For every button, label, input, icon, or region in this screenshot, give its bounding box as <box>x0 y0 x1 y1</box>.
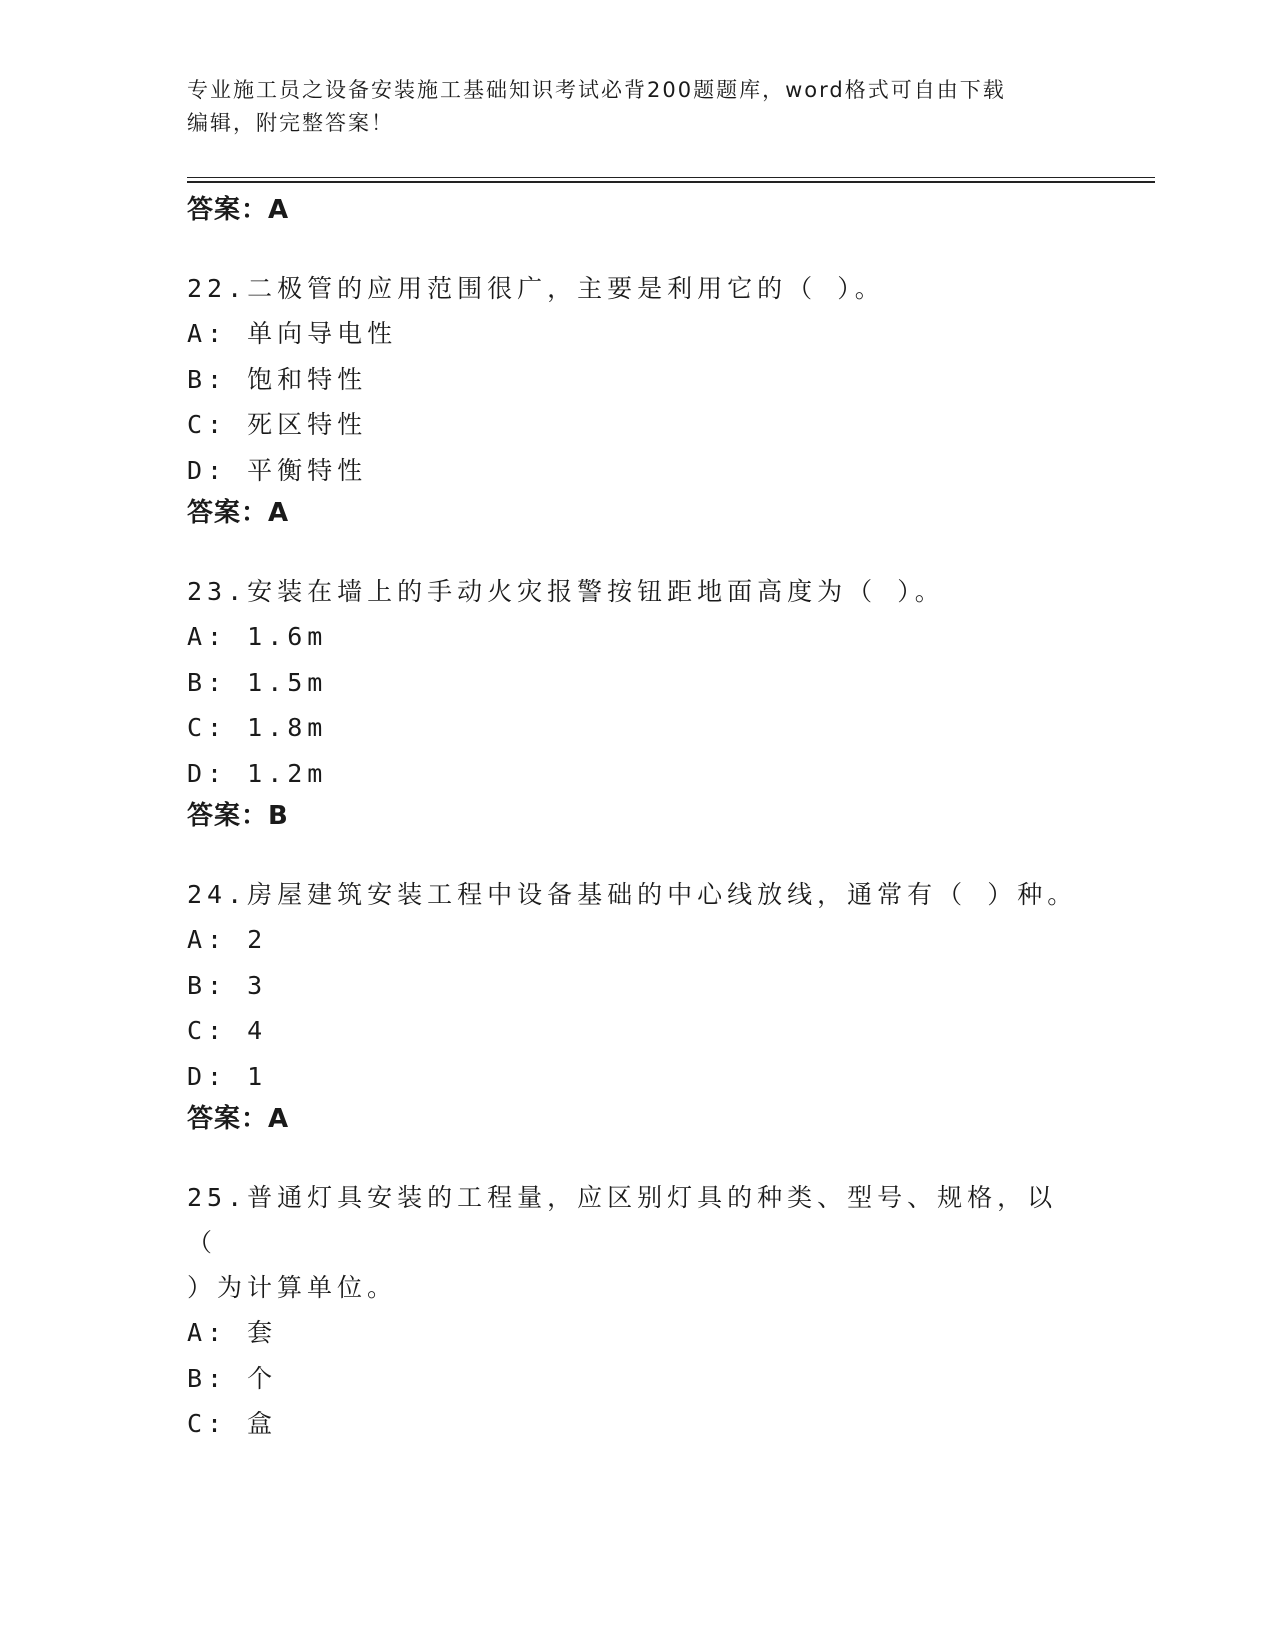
header-line-1: 专业施工员之设备安装施工基础知识考试必背200题题库，word格式可自由下载 <box>187 78 1006 102</box>
question-text-line-1: 25.普通灯具安装的工程量，应区别灯具的种类、型号、规格，以（ <box>187 1183 1058 1257</box>
option-c: C: 4 <box>187 1016 268 1045</box>
page-header <box>187 74 1067 140</box>
question-25 <box>187 1175 1087 1447</box>
question-24 <box>187 872 1087 1139</box>
answer: 答案：A <box>187 1104 290 1134</box>
option-a: A: 2 <box>187 925 268 954</box>
question-list <box>187 190 1087 1447</box>
question-23 <box>187 569 1087 836</box>
option-c: C: 1.8m <box>187 713 328 742</box>
option-b: B: 饱和特性 <box>187 364 368 394</box>
option-b: B: 1.5m <box>187 667 328 697</box>
question-text: 22.二极管的应用范围很广，主要是利用它的（ ）。 <box>187 274 885 303</box>
option-a: A: 套 <box>187 1318 278 1347</box>
option-b: B: 3 <box>187 970 268 1000</box>
option-d: D: 1.2m <box>187 758 328 788</box>
answer: 答案：B <box>187 801 289 831</box>
header-divider <box>187 177 1155 183</box>
option-a: A: 单向导电性 <box>187 319 398 348</box>
option-d: D: 1 <box>187 1061 268 1091</box>
option-d: D: 平衡特性 <box>187 455 368 485</box>
option-c: C: 盒 <box>187 1409 278 1438</box>
option-b: B: 个 <box>187 1363 278 1393</box>
question-text-line-2: ）为计算单位。 <box>187 1273 398 1302</box>
header-line-2: 编辑，附完整答案！ <box>187 111 394 135</box>
answer-21: 答案：A <box>187 195 290 225</box>
answer: 答案：A <box>187 498 290 528</box>
question-22 <box>187 266 1087 533</box>
option-c: C: 死区特性 <box>187 410 368 439</box>
option-a: A: 1.6m <box>187 622 328 651</box>
question-text: 23.安装在墙上的手动火灾报警按钮距地面高度为（ ）。 <box>187 577 945 606</box>
question-text: 24.房屋建筑安装工程中设备基础的中心线放线，通常有（ ）种。 <box>187 880 1078 909</box>
